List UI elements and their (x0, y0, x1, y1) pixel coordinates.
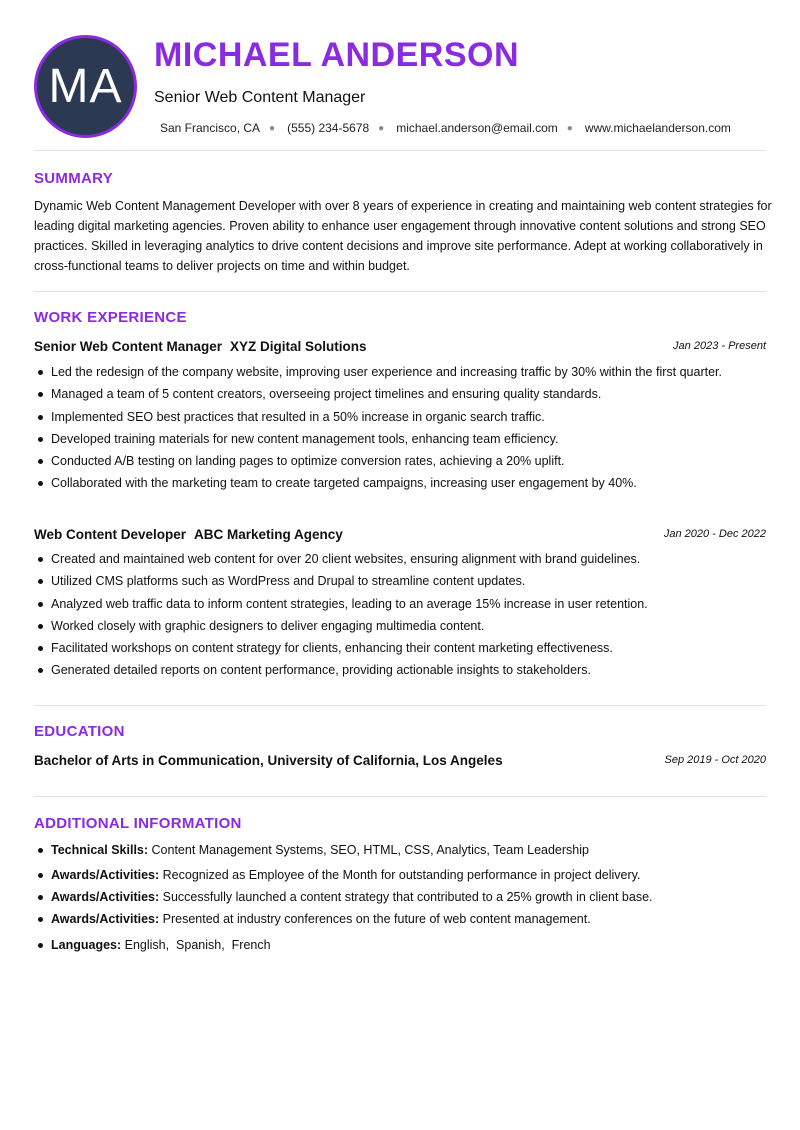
job-dates: Jan 2020 - Dec 2022 (663, 528, 766, 540)
bullet-icon (38, 668, 43, 673)
bullet-text: Utilized CMS platforms such as WordPress and Drupal to streamline content updates. (51, 574, 526, 589)
bullet-icon (38, 415, 43, 420)
section-divider (34, 705, 766, 706)
bullet-icon (38, 370, 43, 375)
bullet-text: Facilitated workshops on content strategy for clients, enhancing their content marketing effectiveness. (51, 641, 613, 656)
contact-row (160, 120, 731, 136)
job-role: Web Content Developer (34, 526, 187, 542)
bullet-icon (38, 602, 43, 607)
section-divider (34, 150, 766, 151)
list-item (34, 936, 271, 954)
bullet-icon (38, 646, 43, 651)
job-bullets (34, 550, 739, 684)
separator-dot-icon: ● (269, 122, 276, 134)
info-label: Languages: (51, 938, 122, 952)
info-value: Recognized as Employee of the Month for outstanding performance in project delivery. (162, 868, 641, 882)
candidate-name: MICHAEL ANDERSON (154, 36, 520, 74)
job-company: ABC Marketing Agency (194, 526, 343, 542)
bullet-icon (38, 557, 43, 562)
info-value: Content Management Systems, SEO, HTML, CSS, Analytics, Team Leadership (151, 843, 589, 857)
summary-heading: SUMMARY (34, 170, 114, 187)
bullet-text: Created and maintained web content for over 20 client websites, ensuring alignment with brand guidelines. (51, 552, 641, 566)
info-value: English, Spanish, French (124, 938, 271, 952)
job-company: XYZ Digital Solutions (230, 338, 367, 354)
contact-website[interactable]: www.michaelanderson.com (584, 121, 731, 135)
job-role-line (34, 527, 343, 542)
job-dates: Jan 2023 - Present (673, 340, 766, 352)
section-divider (34, 291, 766, 292)
list-item (34, 910, 591, 928)
bullet-text: Collaborated with the marketing team to create targeted campaigns, increasing user engagement by 40%. (51, 476, 637, 491)
contact-location: San Francisco, CA (160, 121, 261, 135)
list-item (34, 452, 739, 470)
bullet-text: Analyzed web traffic data to inform content strategies, leading to an average 15% increase in user retention. (51, 596, 648, 611)
bullet-text: Conducted A/B testing on landing pages to optimize conversion rates, achieving a 20% uplift. (51, 454, 565, 469)
list-item (34, 474, 739, 492)
bullet-icon (38, 917, 43, 922)
job-role: Senior Web Content Manager (34, 338, 223, 354)
job-header (34, 337, 766, 355)
info-label: Technical Skills: (51, 843, 149, 857)
list-item (34, 408, 739, 426)
list-item (34, 866, 640, 884)
bullet-icon (38, 392, 43, 397)
bullet-icon (38, 895, 43, 900)
bullet-text: Managed a team of 5 content creators, overseeing project timelines and ensuring quality standards. (51, 387, 602, 402)
contact-email[interactable]: michael.anderson@email.com (396, 121, 558, 135)
education-heading: EDUCATION (34, 723, 125, 740)
bullet-icon (38, 624, 43, 629)
education-entry (34, 751, 766, 769)
bullet-text: Implemented SEO best practices that resulted in a 50% increase in organic search traffic. (51, 409, 545, 424)
job-bullets (34, 363, 739, 497)
list-item (34, 550, 739, 568)
experience-heading: WORK EXPERIENCE (34, 309, 187, 326)
bullet-icon (38, 459, 43, 464)
info-label: Awards/Activities: (51, 912, 160, 926)
bullet-icon (38, 579, 43, 584)
list-item (34, 639, 739, 657)
bullet-icon (38, 943, 43, 948)
info-value: Successfully launched a content strategy that contributed to a 25% growth in client base. (162, 890, 653, 904)
bullet-text: Led the redesign of the company website, improving user experience and increasing traffic by 30% within the first quarter. (51, 365, 722, 379)
list-item (34, 661, 739, 679)
bullet-text: Developed training materials for new content management tools, enhancing team efficiency. (51, 431, 559, 446)
list-item (34, 595, 739, 613)
info-label: Awards/Activities: (51, 890, 160, 904)
bullet-icon (38, 481, 43, 486)
list-item (34, 617, 739, 635)
candidate-title: Senior Web Content Manager (154, 89, 366, 106)
list-item (34, 385, 739, 403)
job-role-line (34, 339, 367, 354)
section-divider (34, 796, 766, 797)
bullet-icon (38, 437, 43, 442)
job-header (34, 525, 766, 543)
bullet-icon (38, 848, 43, 853)
bullet-text: Worked closely with graphic designers to deliver engaging multimedia content. (51, 618, 485, 633)
avatar-initials: MA (48, 60, 123, 113)
info-label: Awards/Activities: (51, 868, 160, 882)
additional-heading: ADDITIONAL INFORMATION (34, 815, 242, 832)
education-dates: Sep 2019 - Oct 2020 (664, 754, 766, 766)
separator-dot-icon: ● (566, 122, 573, 134)
separator-dot-icon: ● (378, 122, 385, 134)
list-item (34, 572, 739, 590)
avatar (34, 35, 137, 138)
summary-text: Dynamic Web Content Management Developer with over 8 years of experience in creating and maintaining web content strategies for leading digital marketing agencies. Proven ability to enhance user engagement through innovative content solutions and strong SEO practices. Skilled in leveraging analytics to drive content decisions and improve site performance. Adept at working collaboratively in cross-functional teams to deliver projects on time and within budget. (34, 199, 772, 273)
list-item (34, 430, 739, 448)
bullet-text: Generated detailed reports on content performance, providing actionable insights to stakeholders. (51, 663, 591, 678)
list-item (34, 363, 739, 381)
list-item (34, 841, 589, 859)
education-degree: Bachelor of Arts in Communication, University of California, Los Angeles (34, 752, 503, 768)
list-item (34, 888, 653, 906)
contact-phone: (555) 234-5678 (287, 121, 370, 135)
info-value: Presented at industry conferences on the future of web content management. (162, 912, 591, 926)
bullet-icon (38, 873, 43, 878)
